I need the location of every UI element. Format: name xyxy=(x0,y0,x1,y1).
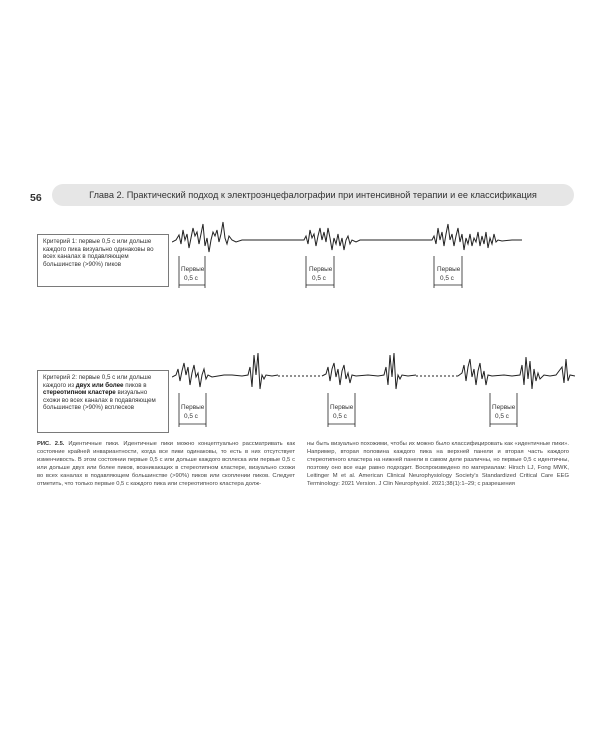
eeg-waveform-bottom-3 xyxy=(458,357,575,389)
marker-bottom-3-line2: 0,5 с xyxy=(495,413,509,420)
marker-bottom-1-line1: Первые xyxy=(181,404,205,411)
eeg-trace-bottom xyxy=(172,345,575,430)
criterion-1-text: Критерий 1: первые 0,5 с или дольше каждого пика визуально одинаковы во всех каналах в подавляющем большинстве (>90%) пиков xyxy=(43,238,154,268)
chapter-title: Глава 2. Практический подход к электроэнцефалографии при интенсивной терапии и ее классификация xyxy=(89,190,537,200)
marker-top-2-line2: 0,5 с xyxy=(312,275,326,282)
caption-left-text: Идентичные пики. Идентичные пики можно концептуально рассматривать как состояние крайней инвариантности, когда все пики одинаковы, то есть в них отсутствует изменчивость. В этом состоянии первые 0,5 с или дольше каждого всплеска или первые 0,5 с или дольше двух или более пиков, возникающих в стереотипном кластере, визуально схожи во всех каналах в подавляющем большинстве (>90%) пиков или скоплении пиков. Следует отметить, что только первые 0,5 с каждого пика или стереотипного кластера долж- xyxy=(37,441,295,488)
time-marker-top-2 xyxy=(306,256,334,288)
criterion-2-suffix: визуально схожи во всех каналах в подавляющем большинстве (>90%) всплесков xyxy=(43,389,156,412)
time-marker-bottom-2 xyxy=(328,393,355,427)
marker-bottom-1-line2: 0,5 с xyxy=(184,413,198,420)
eeg-waveform-bottom-2 xyxy=(322,353,416,389)
marker-bottom-2-line2: 0,5 с xyxy=(333,413,347,420)
eeg-waveform-top xyxy=(172,222,522,252)
criterion-2-box xyxy=(37,370,169,433)
criterion-2-mid: пиков в xyxy=(123,381,147,389)
marker-bottom-2-line1: Первые xyxy=(330,404,354,411)
criterion-1-box xyxy=(37,234,169,287)
page-number: 56 xyxy=(30,192,42,204)
chapter-header-bar xyxy=(52,184,574,206)
figure-caption-right xyxy=(307,440,569,489)
eeg-waveform-bottom xyxy=(172,353,278,389)
criterion-2-bold-1: двух или более xyxy=(75,381,124,389)
marker-top-1-line2: 0,5 с xyxy=(184,275,198,282)
time-marker-bottom-1 xyxy=(179,393,206,427)
marker-top-2-line1: Первые xyxy=(309,266,333,273)
criterion-2-bold-2: стереотипном кластере xyxy=(43,389,116,397)
figure-caption-left xyxy=(37,440,295,489)
time-marker-top-3 xyxy=(434,256,462,288)
time-marker-top-1 xyxy=(179,256,205,288)
marker-top-3-line1: Первые xyxy=(437,266,461,273)
marker-top-3-line2: 0,5 с xyxy=(440,275,454,282)
time-marker-bottom-3 xyxy=(490,393,517,427)
figure-label: РИС. 2.5. xyxy=(37,441,65,447)
caption-right-text: ны быть визуально похожими, чтобы их можно было классифицировать как «идентичные пики». Например, вторая половина каждого пика на верхней панели и вторая часть каждого стереотипного кластера на нижней панели в самом деле различны, но первые 0,5 с идентичны, поэтому оно все еще равно подходит. Воспроизведено по материалам: Hirsch LJ, Fong MWK, Leitinger M et al. American Clinical Neurophysiology Society's Standardized Critical Care EEG Terminology: 2021 Version. J Clin Neurophysiol. 2021;38(1):1–29; с разрешения xyxy=(307,441,569,488)
marker-bottom-3-line1: Первые xyxy=(492,404,516,411)
marker-top-1-line1: Первые xyxy=(181,266,205,273)
criterion-2-prefix: Критерий 2: первые 0,5 с или дольше каждого из xyxy=(43,374,152,389)
eeg-trace-top xyxy=(172,210,567,290)
